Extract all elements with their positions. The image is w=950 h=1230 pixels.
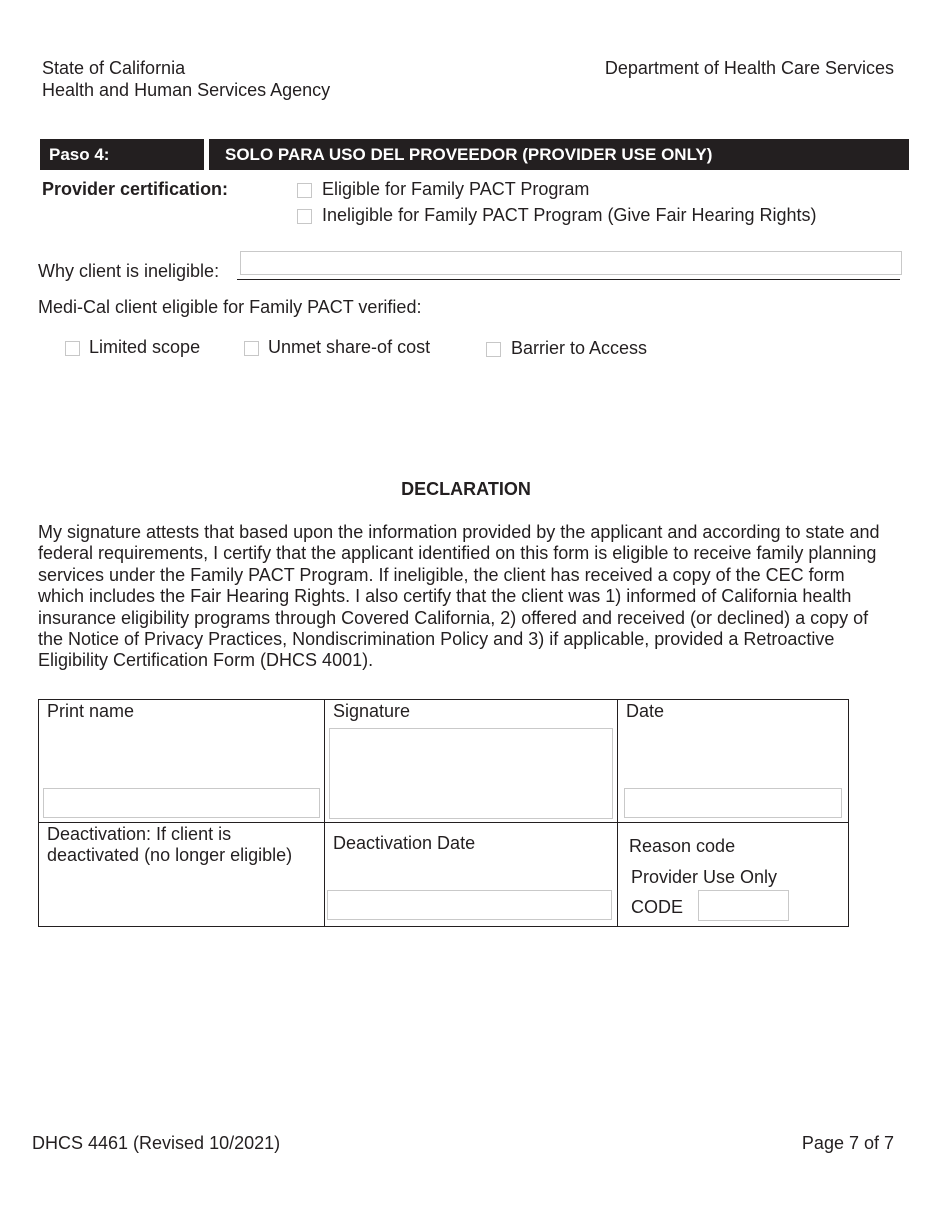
table-col-divider-1 (324, 699, 325, 927)
provider-certification-label: Provider certification: (42, 179, 229, 199)
reason-code-label: Reason code (629, 836, 736, 856)
limited-scope-checkbox[interactable] (65, 341, 80, 356)
department-name: Department of Health Care Services (604, 58, 894, 78)
step-header-bar (40, 139, 909, 170)
state-name: State of California (42, 58, 186, 78)
date-field[interactable] (624, 788, 842, 818)
ineligible-option-label: Ineligible for Family PACT Program (Give Fair Hearing Rights) (322, 205, 817, 225)
unmet-share-checkbox[interactable] (244, 341, 259, 356)
table-col-divider-2 (617, 699, 618, 927)
deactivation-date-field[interactable] (327, 890, 612, 920)
date-label: Date (626, 701, 665, 721)
declaration-title: DECLARATION (401, 479, 531, 499)
unmet-share-option[interactable] (244, 337, 430, 358)
barrier-access-checkbox[interactable] (486, 342, 501, 357)
deactivation-label (47, 824, 292, 866)
eligible-checkbox[interactable] (297, 183, 312, 198)
deactivation-label-line1: Deactivation: If client is (47, 824, 232, 844)
step-divider (204, 139, 209, 170)
step-label: Paso 4: (49, 145, 110, 164)
print-name-field[interactable] (43, 788, 320, 818)
table-row-divider (38, 822, 849, 823)
eligible-option-label: Eligible for Family PACT Program (322, 179, 590, 199)
ineligible-reason-field[interactable] (240, 251, 902, 275)
ineligible-checkbox[interactable] (297, 209, 312, 224)
agency-name: Health and Human Services Agency (42, 80, 331, 100)
code-label: CODE (631, 897, 684, 917)
declaration-text: My signature attests that based upon the information provided by the applicant and according to state and federal requirements, I certify that the applicant identified on this form is eligible to receive family planning services under the Family PACT Program. If ineligible, the client has received a copy of the CEC form which includes the Fair Hearing Rights. I also certify that the client was 1) informed of California health insurance eligibility programs through Covered California, 2) offered and received (or declined) a copy of the Notice of Privacy Practices, Nondiscrimination Policy and 3) if applicable, provided a Retroactive Eligibility Certification Form (DHCS 4001). (38, 522, 880, 671)
unmet-share-label: Unmet share-of cost (268, 337, 431, 357)
page-number: Page 7 of 7 (801, 1133, 894, 1153)
medi-cal-label: Medi-Cal client eligible for Family PACT verified: (38, 297, 422, 317)
deactivation-date-label: Deactivation Date (333, 833, 476, 853)
limited-scope-label: Limited scope (89, 337, 201, 357)
table-border-bottom (38, 926, 849, 927)
limited-scope-option[interactable] (65, 337, 200, 358)
signature-label: Signature (333, 701, 411, 721)
ineligible-reason-underline (237, 279, 900, 280)
barrier-access-option[interactable] (486, 338, 647, 359)
print-name-label: Print name (47, 701, 135, 721)
ineligible-option[interactable] (297, 205, 817, 226)
signature-field[interactable] (329, 728, 613, 819)
form-id: DHCS 4461 (Revised 10/2021) (32, 1133, 281, 1153)
step-title: SOLO PARA USO DEL PROVEEDOR (PROVIDER USE ONLY) (225, 145, 713, 164)
agency-header (42, 57, 330, 101)
table-border-left (38, 699, 39, 927)
table-border-top (38, 699, 849, 700)
eligible-option[interactable] (297, 179, 589, 200)
table-border-right (848, 699, 849, 927)
deactivation-label-line2: deactivated (no longer eligible) (47, 845, 293, 865)
code-field[interactable] (698, 890, 789, 921)
ineligible-reason-label: Why client is ineligible: (38, 261, 220, 281)
barrier-access-label: Barrier to Access (511, 338, 648, 358)
provider-use-only-label: Provider Use Only (631, 867, 778, 887)
